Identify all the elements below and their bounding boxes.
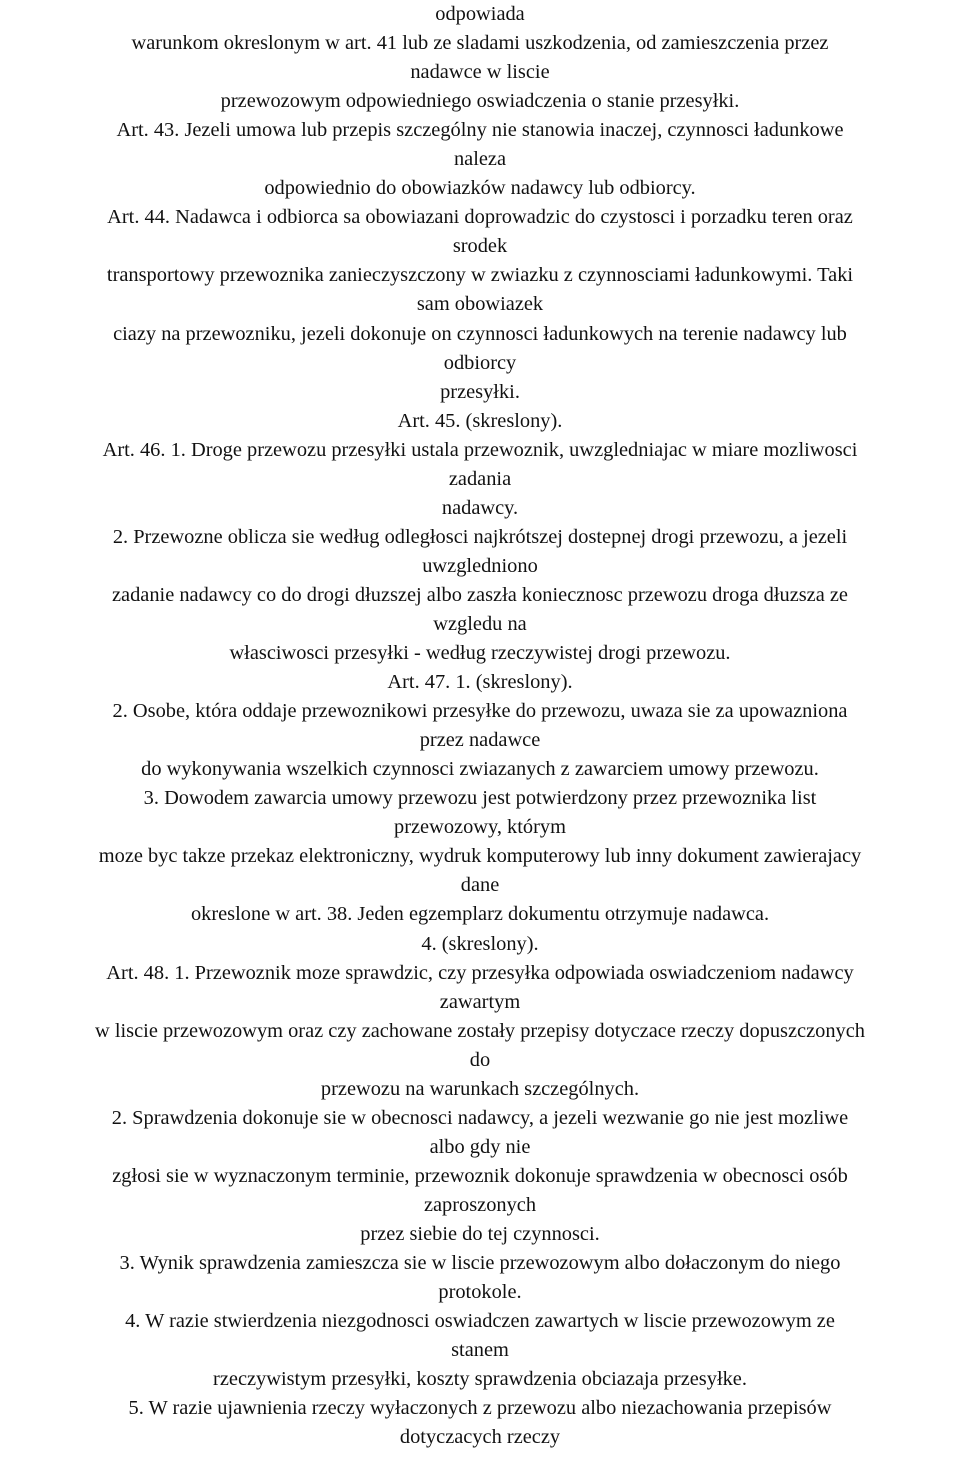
text-line: odpowiednio do obowiazków nadawcy lub odbiorcy. [264,177,696,200]
text-line: dotyczacych rzeczy [399,1426,561,1449]
text-line: przesyłki. [440,380,520,403]
text-line: rzeczywistym przesyłki, koszty sprawdzenia obciazaja przesyłke. [213,1368,747,1391]
text-line: Art. 44. Nadawca i odbiorca sa obowiazani doprowadzic do czystosci i porzadku teren oraz [107,206,853,229]
text-line: zadania [448,467,512,490]
text-line: srodek [452,235,508,258]
text-line: sam obowiazek [416,293,544,316]
text-line: transportowy przewoznika zanieczyszczony w zwiazku z czynnosciami ładunkowymi. Taki [106,264,854,287]
text-line: przez siebie do tej czynnosci. [360,1222,600,1245]
text-line: Art. 43. Jezeli umowa lub przepis szczególny nie stanowia inaczej, czynnosci ładunkowe [116,119,844,142]
text-line: 5. W razie ujawnienia rzeczy wyłaczonych z przewozu albo niezachowania przepisów [128,1397,832,1420]
text-line: uwzgledniono [422,554,538,577]
text-line: stanem [451,1339,509,1362]
text-line: zgłosi sie w wyznaczonym terminie, przewoznik dokonuje sprawdzenia w obecnosci osób [112,1164,848,1187]
text-line: przewozowym odpowiedniego oswiadczenia o stanie przesyłki. [220,90,740,113]
text-line: protokole. [438,1281,522,1304]
text-line: odbiorcy [443,351,517,374]
text-line: dane [460,874,500,897]
text-line: przewozu na warunkach szczególnych. [320,1077,640,1100]
text-line: wzgledu na [433,612,527,635]
text-line: Art. 48. 1. Przewoznik moze sprawdzic, czy przesyłka odpowiada oswiadczeniom nadawcy [106,961,854,984]
text-line: 4. W razie stwierdzenia niezgodnosci oswiadczen zawartych w liscie przewozowym ze [125,1310,835,1333]
text-line: przewozowy, którym [394,816,566,839]
text-line: 2. Osobe, która oddaje przewoznikowi przesyłke do przewozu, uwaza sie za upowazniona [112,700,848,723]
text-line: własciwosci przesyłki - według rzeczywistej drogi przewozu. [229,642,731,665]
text-line: do [469,1048,491,1071]
text-line: nadawcy. [441,496,519,519]
text-line: odpowiada [435,3,525,25]
text-line: do wykonywania wszelkich czynnosci zwiazanych z zawarciem umowy przewozu. [141,758,819,781]
text-line: 4. (skreslony). [421,932,539,955]
text-line: 3. Wynik sprawdzenia zamieszcza sie w liscie przewozowym albo dołaczonym do niego [119,1252,841,1275]
text-line: moze byc takze przekaz elektroniczny, wydruk komputerowy lub inny dokument zawierajacy [98,845,862,868]
text-line: zadanie nadawcy co do drogi dłuzszej albo zaszła koniecznosc przewozu droga dłuzsza ze [112,583,848,606]
text-line: 2. Sprawdzenia dokonuje sie w obecnosci nadawcy, a jezeli wezwanie go nie jest mozliwe [111,1106,849,1129]
text-line: zaproszonych [423,1193,537,1216]
text-line: 3. Dowodem zawarcia umowy przewozu jest potwierdzony przez przewoznika list [143,787,817,810]
text-line: Art. 47. 1. (skreslony). [387,671,573,694]
text-line: 2. Przewozne oblicza sie według odległosci najkrótszej dostepnej drogi przewozu, a jezeli [112,525,848,548]
text-line: okreslone w art. 38. Jeden egzemplarz dokumentu otrzymuje nadawca. [190,903,770,926]
text-line: w liscie przewozowym oraz czy zachowane zostały przepisy dotyczace rzeczy dopuszczonych [95,1019,865,1042]
text-line: Art. 45. (skreslony). [397,409,563,432]
text-line: albo gdy nie [429,1135,531,1158]
text-line: warunkom okreslonym w art. 41 lub ze sladami uszkodzenia, od zamieszczenia przez [131,32,829,55]
text-line: zawartym [439,990,521,1013]
text-line: ciazy na przewozniku, jezeli dokonuje on czynnosci ładunkowych na terenie nadawcy lub [113,322,847,345]
text-line: nadawce w liscie [410,61,550,84]
text-line: naleza [453,148,507,171]
text-line: Art. 46. 1. Droge przewozu przesyłki ustala przewoznik, uwzgledniajac w miare mozliwosci [102,438,858,461]
text-line: przez nadawce [419,729,541,752]
